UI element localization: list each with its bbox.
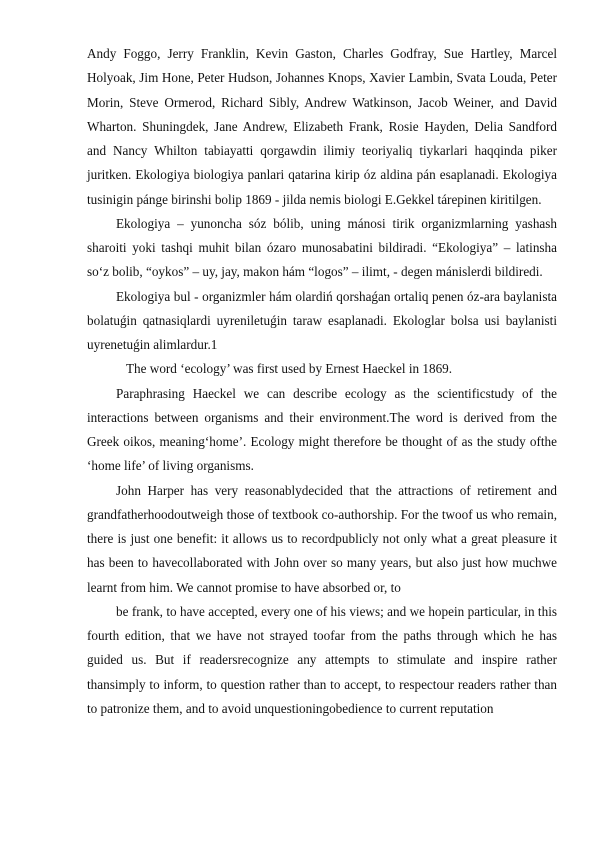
paragraph-acknowledgements: Andy Foggo, Jerry Franklin, Kevin Gaston, Charles Godfray, Sue Hartley, Marcel Holyoak, Jim Hone, Peter Hudson, Johannes Knops, Xavier Lambin, Svata Louda, Peter Morin, Steve Ormerod, Richard Sibly, Andrew Watkinson, Jacob Weiner, and David Wharton. Shuningdek, Jane Andrew, Elizabeth Frank, Rosie Hayden, Delia Sandford and Nancy Whilton tabiayatti qorgawdin ilimiy teoriyaliq tiykarlari haqqinda piker juritken. Ekologiya biologiya panlari qatarina kirip óz aldina pán esaplanadi. Ekologiya tusinigin pánge birinshi bolip 1869 - jilda nemis biologi E.Gekkel tárepinen kiritilgen. xyxy=(87,46,557,207)
paragraph-haeckel-first-use: The word ‘ecology’ was first used by Ernest Haeckel in 1869. xyxy=(126,361,453,377)
paragraph-ecology-definition: Ekologiya bul - organizmler hám olardiń qorshaǵan ortaliq penen óz-ara baylanista bolatuǵin qatnasiqlardi uyreniletuǵin taraw esaplanadi. Ekologlar bolsa usi baylanisti uyrenetuǵin alimlardur.1 xyxy=(87,288,557,352)
paragraph-haeckel-paraphrase: Paraphrasing Haeckel we can describe ecology as the scientificstudy of the interactions between organisms and their environment.The word is derived from the Greek oikos, meaning‘home’. Ecology might therefore be thought of as the study ofthe ‘home life’ of living organisms. xyxy=(87,385,557,474)
paragraph-ecology-etymology: Ekologiya – yunoncha sóz bólib, uning mánosi tirik organizmlarning yashash sharoiti yoki tashqi muhit bilan ózaro munosabatini bildiradi. “Ekologiya” – latinsha so‘z bolib, “oykos” – uy, jay, makon hám “logos” – ilimt, - degen mánislerdi bildiredi. xyxy=(87,215,557,280)
paragraph-fourth-edition: be frank, to have accepted, every one of his views; and we hopein particular, in this fourth edition, that we have not strayed toofar from the paths through which he has guided us. But if readersrecognize any attempts to stimulate and inspire rather thansimply to inform, to question rather than to accept, to respectour readers rather than to patronize them, and to avoid unquestioningobedience to current reputation xyxy=(87,603,557,716)
paragraph-john-harper: John Harper has very reasonablydecided that the attractions of retirement and grandfatherhoodoutweigh those of textbook co-authorship. For the twoof us who remain, there is just one benefit: it allows us to recordpublicly not only what a great pleasure it has been to havecollaborated with John over so many years, but also just how muchwe learnt from him. We cannot promise to have absorbed or, to xyxy=(87,482,557,595)
document-page xyxy=(87,42,557,721)
